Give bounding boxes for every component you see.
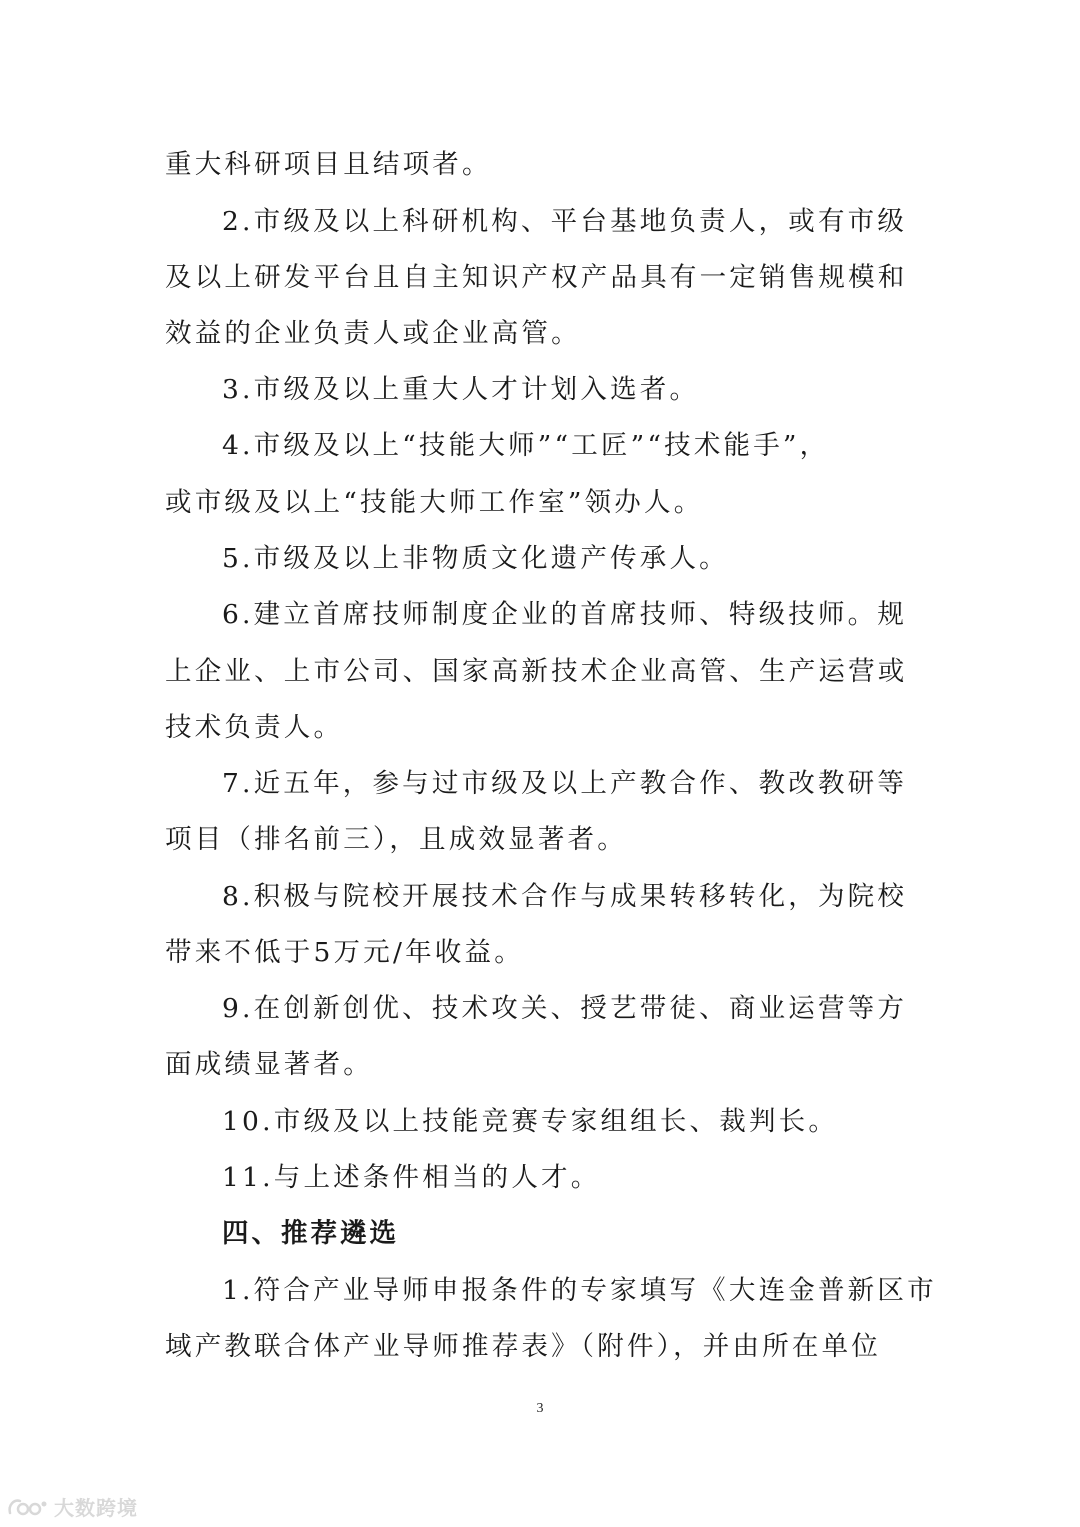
item-3-line: 3.市级及以上重大人才计划入选者。 (222, 374, 700, 405)
watermark (6, 1492, 138, 1521)
page-number: 3 (536, 1401, 544, 1416)
item-7-line: 7.近五年，参与过市级及以上产教合作、教改教研等 (222, 768, 908, 799)
item-8-line: 8.积极与院校开展技术合作与成果转移转化，为院校 (222, 881, 908, 912)
paragraph-line: 效益的企业负责人或企业高管。 (165, 318, 581, 349)
item-5-line: 5.市级及以上非物质文化遗产传承人。 (222, 543, 729, 574)
item-11-line: 11.与上述条件相当的人才。 (222, 1162, 601, 1193)
item-1-line: 1.符合产业导师申报条件的专家填写《大连金普新区市 (222, 1275, 937, 1306)
paragraph-line: 面成绩显著者。 (165, 1049, 373, 1080)
paragraph-line: 重大科研项目且结项者。 (165, 149, 492, 180)
section-heading: 四、推荐遴选 (222, 1218, 399, 1249)
item-9-line: 9.在创新创优、技术攻关、授艺带徒、商业运营等方 (222, 993, 908, 1024)
item-2-line: 2.市级及以上科研机构、平台基地负责人，或有市级 (222, 206, 908, 237)
item-10-line: 10.市级及以上技能竞赛专家组组长、裁判长。 (222, 1106, 839, 1137)
paragraph-line: 技术负责人。 (165, 712, 344, 743)
item-6-line: 6.建立首席技师制度企业的首席技师、特级技师。规 (222, 599, 908, 630)
item-4-line: 4.市级及以上“技能大师”“工匠”“技术能手”， (222, 430, 830, 461)
watermark-text: 大数跨境 (54, 1496, 138, 1520)
paragraph-line: 项目（排名前三），且成效显著者。 (165, 824, 627, 855)
paragraph-line: 带来不低于5万元/年收益。 (165, 937, 524, 968)
paragraph-line: 或市级及以上“技能大师工作室”领办人。 (165, 487, 704, 518)
paragraph-line: 上企业、上市公司、国家高新技术企业高管、生产运营或 (165, 656, 908, 687)
watermark-logo-icon (6, 1495, 48, 1519)
paragraph-line: 域产教联合体产业导师推荐表》（附件），并由所在单位 (165, 1331, 881, 1362)
paragraph-line: 及以上研发平台且自主知识产权产品具有一定销售规模和 (165, 262, 908, 293)
